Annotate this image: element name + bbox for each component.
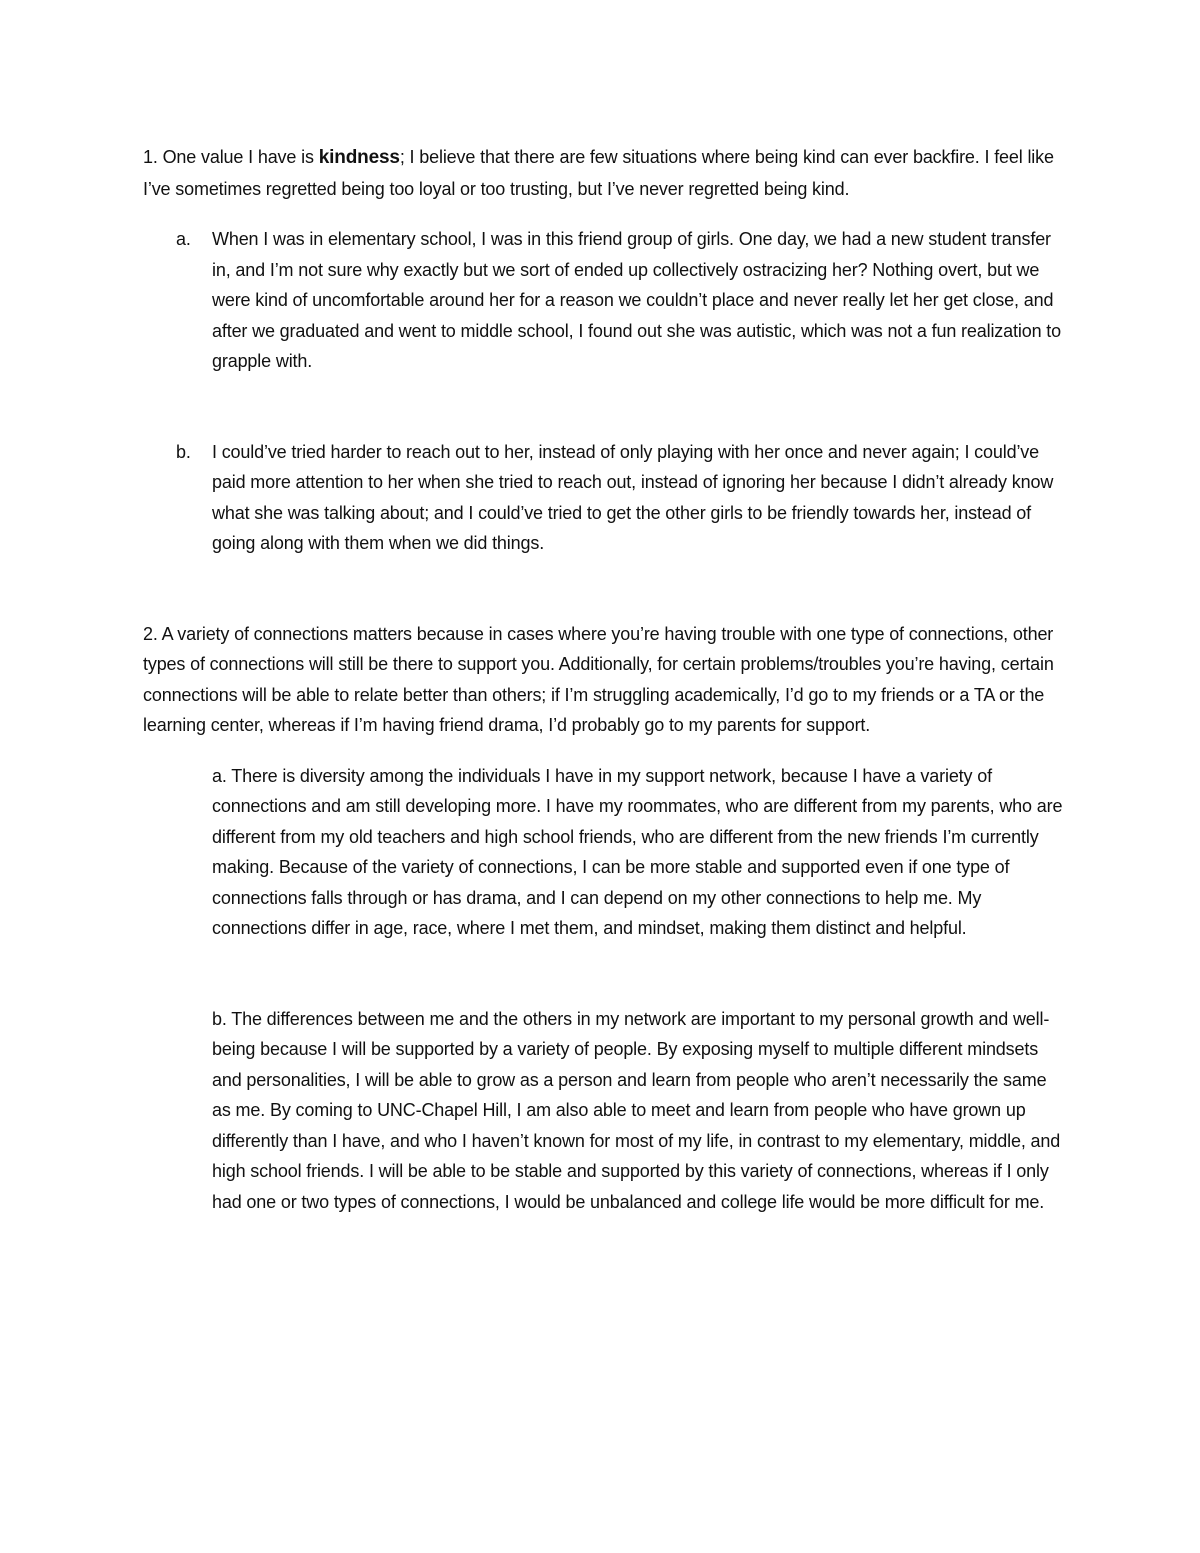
question-1-lead: One value I have is [162,147,314,167]
question-1b-item [143,437,1063,559]
document-body [143,142,1063,1217]
question-2-number: 2. [143,623,158,644]
question-1b-text: I could’ve tried harder to reach out to her, instead of only playing with her once and never again; I could’ve paid more attention to her when she tried to reach out, instead of ignoring her because I didn’t already know what she was talking about; and I could’ve tried to get the other girls to be friendly towards her, instead of going along with them when we did things. [212,441,1054,553]
question-1-rest: ; I believe that there are few situations where being kind can ever backfire. I feel like I’ve sometimes regretted being too loyal or too trusting, but I’ve never regretted being kind. [143,147,1054,199]
question-2a-text: There is diversity among the individuals I have in my support network, because I have a variety of connections and am still developing more. I have my roommates, who are different from my parents, who are different from my old teachers and high school friends, who are different from the new friends I’m currently making. Because of the variety of connections, I can be more stable and supported even if one type of connections falls through or has drama, and I can depend on my other connections to help me. My connections differ in age, race, where I met them, and mindset, making them distinct and helpful. [212,765,1063,938]
question-1b-marker: b. [176,441,191,462]
question-1a-item [143,224,1063,377]
question-2b-marker: b. [212,1008,227,1029]
question-1-number: 1. [143,147,158,167]
question-1-paragraph [143,142,1063,204]
question-1-emphasis: kindness [318,147,400,168]
question-2-paragraph [143,619,1063,741]
question-2b-text: The differences between me and the others in my network are important to my personal growth and well-being because I will be supported by a variety of people. By exposing myself to multiple different mindsets and personalities, I will be able to grow as a person and learn from people who aren’t necessarily the same as me. By coming to UNC-Chapel Hill, I am also able to meet and learn from people who have grown up differently than I have, and who I haven’t known for most of my life, in contrast to my elementary, middle, and high school friends. I will be able to be stable and supported by this variety of connections, whereas if I only had one or two types of connections, I would be unbalanced and college life would be more difficult for me. [212,1008,1061,1212]
question-1a-marker: a. [176,229,191,249]
question-2a-paragraph [143,761,1063,944]
question-2b-paragraph [143,1004,1063,1218]
question-2a-marker: a. [212,765,227,786]
question-1a-text: When I was in elementary school, I was in this friend group of girls. One day, we had a new student transfer in, and I’m not sure why exactly but we sort of ended up collectively ostracizing her? Nothing overt, but we were kind of uncomfortable around her for a reason we couldn’t place and never really let her get close, and after we graduated and went to middle school, I found out she was autistic, which was not a fun realization to grapple with. [212,229,1062,371]
question-2-text: A variety of connections matters because in cases where you’re having trouble with one type of connections, other types of connections will still be there to support you. Additionally, for certain problems/troubles you’re having, certain connections will be able to relate better than others; if I’m struggling academically, I’d go to my friends or a TA or the learning center, whereas if I’m having friend drama, I’d probably go to my parents for support. [143,623,1054,735]
